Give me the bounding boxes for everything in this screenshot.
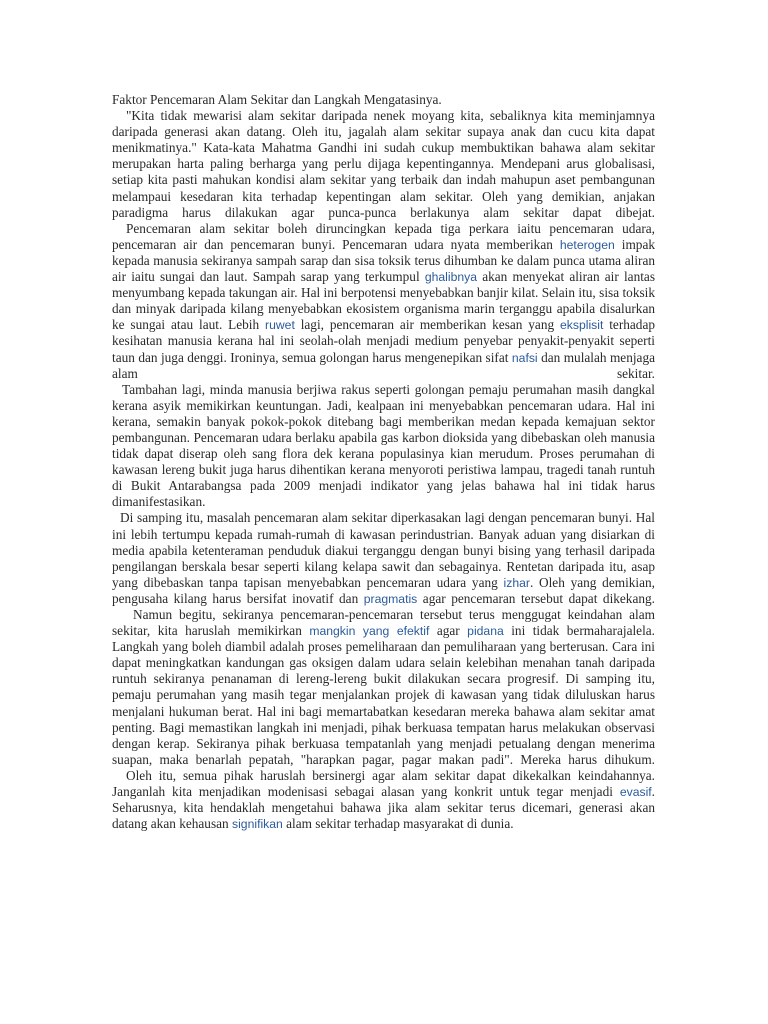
paragraph-developers <box>112 382 655 511</box>
paragraph-text: akan menyekat aliran air lantas menyumbang kepada takungan air. Hal ini berpotensi menyebabkan banjir kilat. Selain itu, sisa toksik dan minyak daripada kilang menyebabkan ekosistem organisma marin terganggu apabila disalurkan ke sungai atau laut. Lebih <box>112 269 655 333</box>
paragraph-text: agar pencemaran tersebut dapat dikekang. <box>417 590 655 606</box>
paragraph-text: agar <box>429 623 468 639</box>
paragraph-text: alam sekitar terhadap masyarakat di dunia. <box>282 816 514 832</box>
link-signifikan[interactable]: signifikan <box>232 817 283 832</box>
paragraph-text: lagi, pencemaran air memberikan kesan yang <box>294 317 560 333</box>
paragraph-text: . Oleh yang demikian, pengusaha kilang harus bersifat inovatif dan <box>112 574 655 606</box>
paragraph-noise-pollution <box>112 510 655 607</box>
link-izhar[interactable]: izhar <box>503 575 530 590</box>
link-ghalibnya[interactable]: ghalibnya <box>424 270 478 285</box>
paragraph-text: "Kita tidak mewarisi alam sekitar daripada nenek moyang kita, sebaliknya kita meminjamnya daripada generasi akan datang. Oleh itu, jagalah alam sekitar supaya anak dan cucu kita dapat menikmatinya." Kata-kata Mahatma Gandhi ini sudah cukup membuktikan bahawa alam sekitar merupakan harta paling berharga yang perlu dijaga kepentingannya. Mendepani arus globalisasi, setiap kita pasti mahukan kondisi alam sekitar yang terbaik dan indah mahupun aset pembangunan melampaui kesedaran kita terhadap kepentingan alam sekitar. Oleh yang demikian, anjakan paradigma harus dilakukan agar punca-punca berlakunya alam sekitar dapat dibejat. <box>112 108 655 220</box>
document-title: Faktor Pencemaran Alam Sekitar dan Langkah Mengatasinya. <box>112 92 442 107</box>
paragraph-text: Di samping itu, masalah pencemaran alam sekitar diperkasakan lagi dengan pencemaran bunyi. Hal ini lebih tertumpu kepada rumah-rumah di kawasan perindustrian. Banyak aduan yang disiarkan di media apabila ketenteraman penduduk diakui terganggu dengan bunyi bising yang terhasil daripada pengilangan berskala besar seperti kilang kelapa sawit dan sebagainya. Rentetan daripada itu, asap yang dibebaskan tanpa tapisan menyebabkan pencemaran udara yang <box>112 510 655 590</box>
paragraph-text: Tambahan lagi, minda manusia berjiwa rakus seperti golongan pemaju perumahan masih dangkal kerana asyik memikirkan keuntungan. Jadi, kealpaan ini menyebabkan pencemaran udara. Hal ini kerana, semakin banyak pokok-pokok ditebang bagi memberikan medan kepada kemajuan sektor pembangunan. Pencemaran udara berlaku apabila gas karbon dioksida yang dibebaskan oleh manusia tidak dapat diserap oleh sang flora dek kerana populasinya kian merudum. Proses perumahan di kawasan lereng bukit juga harus dihentikan kerana menyoroti peristiwa lampau, tragedi tanah runtuh di Bukit Antarabangsa pada 2009 menjadi indikator yang jelas bahawa hal ini tidak harus dimanifestasikan. <box>112 381 655 510</box>
paragraph-text: terhadap kesihatan manusia kerana hal ini seolah-olah menjadi medium penyebar penyakit-penyakit seperti taun dan juga denggi. Ironinya, semua golongan harus mengenepikan sifat <box>112 317 655 365</box>
link-ruwet[interactable]: ruwet <box>265 318 295 333</box>
link-pidana[interactable]: pidana <box>467 624 504 639</box>
link-evasif[interactable]: evasif <box>619 785 652 800</box>
link-eksplisit[interactable]: eksplisit <box>560 318 604 333</box>
link-mangkin-yang-efektif[interactable]: mangkin yang efektif <box>309 624 430 639</box>
paragraph-pollution-types <box>112 221 655 382</box>
link-pragmatis[interactable]: pragmatis <box>363 591 418 606</box>
paragraph-text: Namun begitu, sekiranya pencemaran-pencemaran tersebut terus menggugat keindahan alam sekitar, kita haruslah memikirkan <box>112 607 655 639</box>
link-nafsi[interactable]: nafsi <box>511 350 538 365</box>
paragraph-conclusion <box>112 768 655 832</box>
paragraph-text: Oleh itu, semua pihak haruslah bersinergi agar alam sekitar dapat dikekalkan keindahannya. Janganlah kita menjadikan modenisasi sebagai alasan yang konkrit untuk tegar menjadi <box>112 767 655 800</box>
paragraph-intro <box>112 108 655 221</box>
paragraph-solutions <box>112 607 655 768</box>
paragraph-text: impak kepada manusia sekiranya sampah sarap dan sisa toksik terus dihumban ke dalam punca utama aliran air iaitu sungai dan laut. Sampah sarap yang terkumpul <box>112 236 655 285</box>
link-heterogen[interactable]: heterogen <box>559 237 615 252</box>
paragraph-text: ini tidak bermaharajalela. Langkah yang boleh diambil adalah proses pemeliharaan dan pemuliharaan yang berterusan. Cara ini dapat meningkatkan kandungan gas oksigen dalam udara selain kelebihan menahan tanah daripada runtuh sekiranya penanaman di lereng-lereng bukit dilakukan secara progresif. Di samping itu, pemaju perumahan yang masih tegar menjalankan projek di kawasan yang tidak diluluskan harus menjalani hukuman berat. Hal ini bagi memartabatkan kesedaran mereka bahawa alam sekitar amat penting. Bagi memastikan langkah ini menjadi, pihak berkuasa tempatan harus melakukan observasi dengan kerap. Sekiranya pihak berkuasa tempatanlah yang menjadi petualang dengan menerima suapan, maka benarlah pepatah, "harapkan pagar, pagar makan padi". Mereka harus dihukum. <box>112 623 655 767</box>
paragraph-text: Pencemaran alam sekitar boleh diruncingkan kepada tiga perkara iaitu pencemaran udara, pencemaran air dan pencemaran bunyi. Pencemaran udara nyata memberikan <box>112 220 655 252</box>
paragraph-text: . Seharusnya, kita hendaklah mengetahui bahawa jika alam sekitar terus dicemari, generasi akan datang akan kehausan <box>112 784 655 832</box>
paragraph-text: dan mulalah menjaga alam sekitar. <box>112 349 656 381</box>
